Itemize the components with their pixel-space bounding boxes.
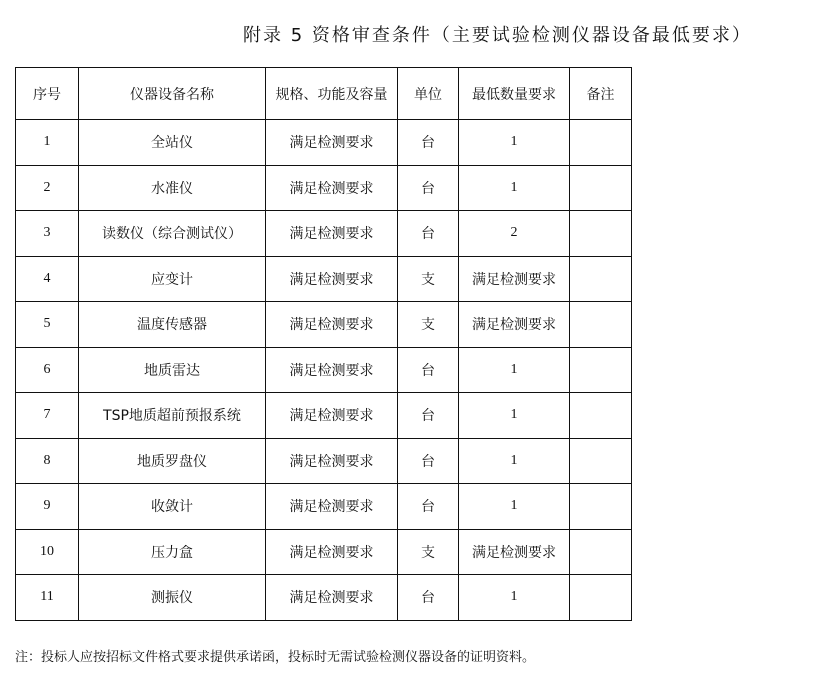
serial-cell: 9 [16,484,79,530]
unit-cell: 台 [398,575,459,621]
spec-cell: 满足检测要求 [266,529,398,575]
table-row [16,256,632,302]
remark-cell [570,347,632,393]
unit-cell: 台 [398,438,459,484]
header-remark: 备注 [570,68,632,120]
min-qty-cell: 满足检测要求 [459,302,570,348]
min-qty-cell: 1 [459,393,570,439]
spec-cell: 满足检测要求 [266,165,398,211]
serial-cell: 6 [16,347,79,393]
table-row [16,302,632,348]
table-row [16,393,632,439]
min-qty-cell: 1 [459,120,570,166]
spec-cell: 满足检测要求 [266,120,398,166]
serial-cell: 4 [16,256,79,302]
table-row [16,529,632,575]
table-row [16,165,632,211]
unit-cell: 台 [398,484,459,530]
table-row [16,347,632,393]
min-qty-cell: 1 [459,165,570,211]
footnote: 注：投标人应按招标文件格式要求提供承诺函，投标时无需试验检测仪器设备的证明资料。 [15,650,536,665]
serial-cell: 10 [16,529,79,575]
min-qty-cell: 满足检测要求 [459,256,570,302]
min-qty-cell: 1 [459,438,570,484]
equipment-name-cell: 压力盒 [79,529,266,575]
min-qty-cell: 1 [459,575,570,621]
equipment-name-cell: 温度传感器 [79,302,266,348]
serial-cell: 2 [16,165,79,211]
unit-cell: 台 [398,165,459,211]
unit-cell: 支 [398,302,459,348]
min-qty-cell: 满足检测要求 [459,529,570,575]
unit-cell: 台 [398,211,459,257]
remark-cell [570,120,632,166]
spec-cell: 满足检测要求 [266,302,398,348]
equipment-name-cell: 地质雷达 [79,347,266,393]
table-row [16,438,632,484]
equipment-table [15,67,632,621]
equipment-name-cell: 应变计 [79,256,266,302]
serial-cell: 5 [16,302,79,348]
header-equipment-name: 仪器设备名称 [79,68,266,120]
unit-cell: 支 [398,256,459,302]
serial-cell: 7 [16,393,79,439]
remark-cell [570,484,632,530]
spec-cell: 满足检测要求 [266,256,398,302]
unit-cell: 台 [398,347,459,393]
serial-cell: 1 [16,120,79,166]
remark-cell [570,302,632,348]
remark-cell [570,393,632,439]
serial-cell: 3 [16,211,79,257]
spec-cell: 满足检测要求 [266,438,398,484]
spec-cell: 满足检测要求 [266,575,398,621]
header-unit: 单位 [398,68,459,120]
unit-cell: 台 [398,393,459,439]
header-serial: 序号 [16,68,79,120]
spec-cell: 满足检测要求 [266,347,398,393]
equipment-name-cell: 全站仪 [79,120,266,166]
equipment-name-cell: 读数仪（综合测试仪） [79,211,266,257]
remark-cell [570,575,632,621]
equipment-name-cell: 测振仪 [79,575,266,621]
header-min-qty: 最低数量要求 [459,68,570,120]
remark-cell [570,165,632,211]
header-spec: 规格、功能及容量 [266,68,398,120]
remark-cell [570,529,632,575]
document-title: 附录 5 资格审查条件（主要试验检测仪器设备最低要求） [243,25,752,46]
table-row [16,484,632,530]
equipment-name-cell: 水准仪 [79,165,266,211]
serial-cell: 11 [16,575,79,621]
equipment-name-cell: 收敛计 [79,484,266,530]
spec-cell: 满足检测要求 [266,393,398,439]
spec-cell: 满足检测要求 [266,484,398,530]
min-qty-cell: 1 [459,347,570,393]
remark-cell [570,211,632,257]
unit-cell: 支 [398,529,459,575]
remark-cell [570,438,632,484]
table-row [16,120,632,166]
table-row [16,575,632,621]
unit-cell: 台 [398,120,459,166]
min-qty-cell: 2 [459,211,570,257]
equipment-name-cell: 地质罗盘仪 [79,438,266,484]
remark-cell [570,256,632,302]
table-header-row [16,68,632,120]
equipment-name-cell: TSP地质超前预报系统 [79,393,266,439]
spec-cell: 满足检测要求 [266,211,398,257]
table-row [16,211,632,257]
min-qty-cell: 1 [459,484,570,530]
serial-cell: 8 [16,438,79,484]
